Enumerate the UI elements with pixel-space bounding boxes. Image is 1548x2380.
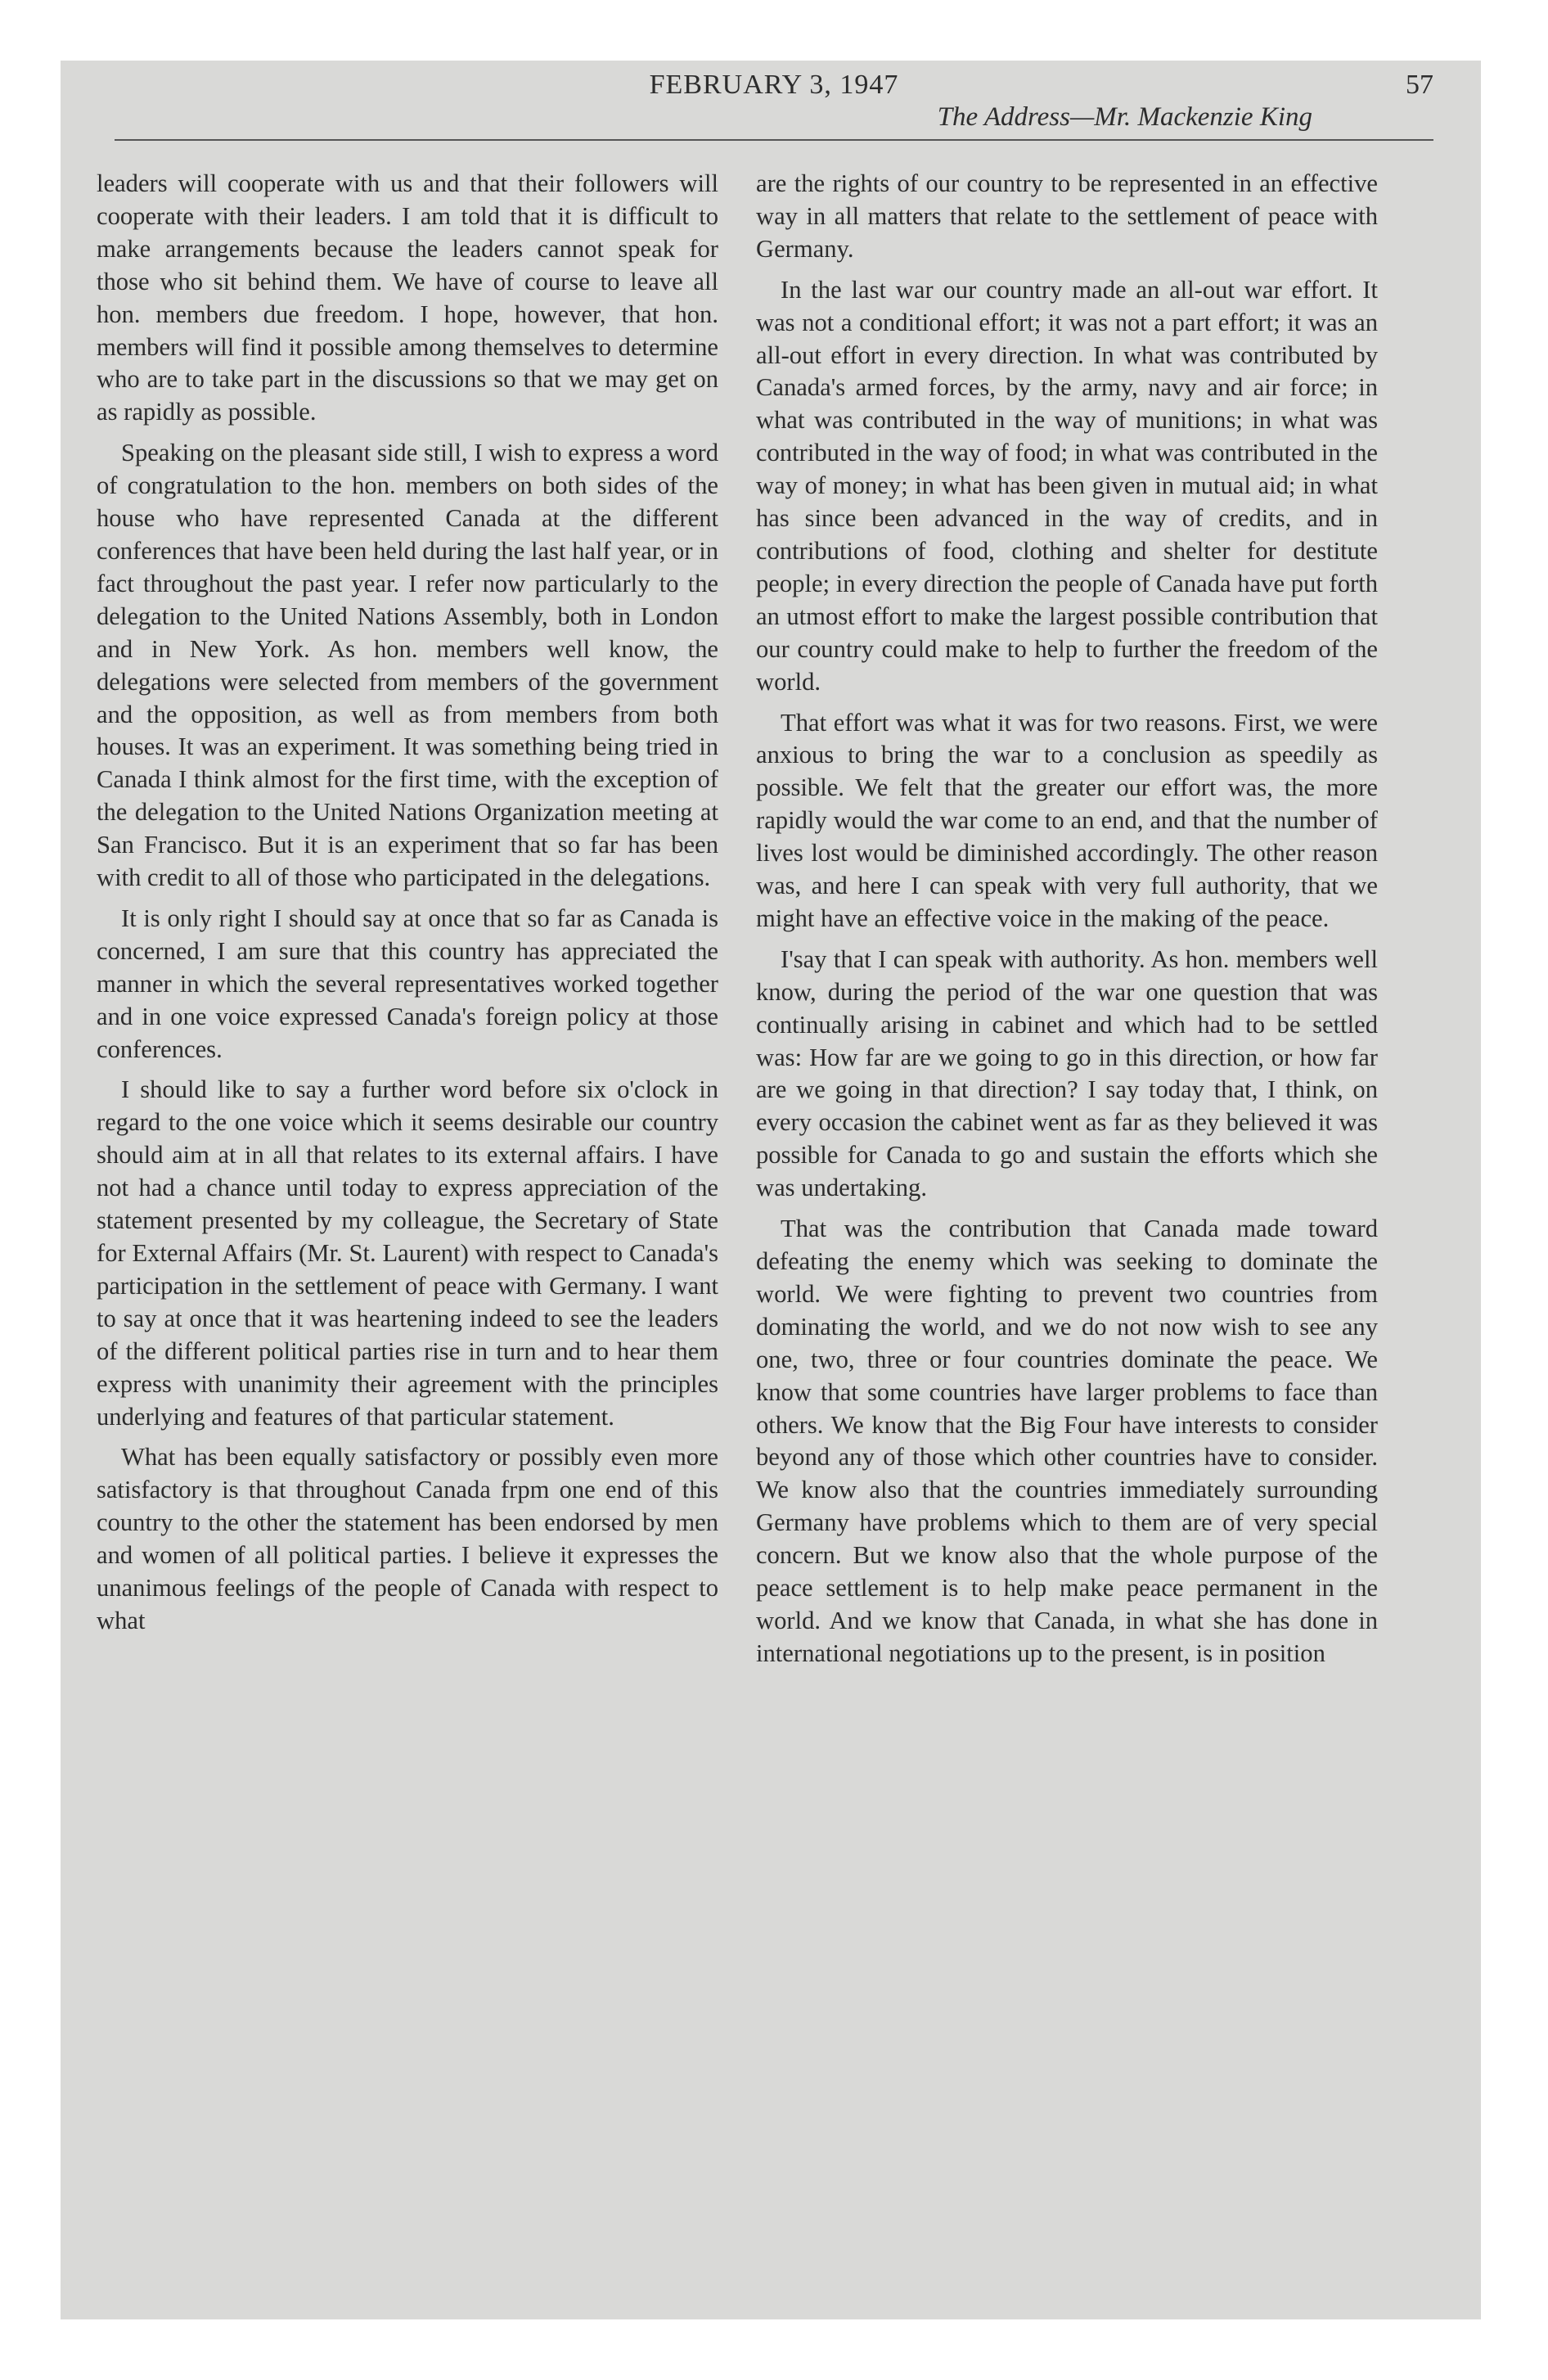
paragraph: That effort was what it was for two reasons. First, we were anxious to bring the war to a conclusion as speedily as possible. We felt that the greater our effort was, the more rapidly would the war come to an end, and that the number of lives lost would be diminished accordingly. The other reason was, and here I can speak with very full authority, that we might have an effective voice in the making of the peace. xyxy=(756,708,1378,932)
paragraph: are the rights of our country to be represented in an effective way in all matters that relate to the settlement of peace with Germany. xyxy=(756,169,1378,263)
running-title: The Address—Mr. Mackenzie King xyxy=(937,102,1312,132)
header-rule xyxy=(115,139,1433,141)
paragraph: I'say that I can speak with authority. As hon. members well know, during the period of the war one question that was continually arising in cabinet and which had to be settled was: How far are we going to go in this direction, or how far are we going in that direction? I say today that, I think, on every occasion the cabinet went as far as they believed it was possible for Canada to go and sustain the efforts which she was undertaking. xyxy=(756,944,1378,1202)
left-column xyxy=(97,168,718,1646)
paragraph: It is only right I should say at once that so far as Canada is concerned, I am sure that this country has appreciated the manner in which the several representatives worked together and in one voice expressed Canada's foreign policy at those conferences. xyxy=(97,904,718,1063)
paragraph: leaders will cooperate with us and that their followers will cooperate with their leaders. I am told that it is difficult to make arrangements because the leaders cannot speak for those who sit behind them. We have of course to leave all hon. members due freedom. I hope, however, that hon. members will find it possible among themselves to determine who are to take part in the discussions so that we may get on as rapidly as possible. xyxy=(97,169,718,426)
right-column xyxy=(756,168,1378,1679)
paragraph: I should like to say a further word before six o'clock in regard to the one voice which it seems desirable our country should aim at in all that relates to its external affairs. I have not had a chance until today to express appreciation of the statement presented by my colleague, the Secretary of State for External Affairs (Mr. St. Laurent) with respect to Canada's participation in the settlement of peace with Germany. I want to say at once that it was heartening indeed to see the leaders of the different political parties rise in turn and to hear them express with unanimity their agreement with the principles underlying and features of that particular statement. xyxy=(97,1075,718,1431)
paragraph: That was the contribution that Canada made toward defeating the enemy which was seeking to dominate the world. We were fighting to prevent two countries from dominating the world, and we do not now wish to see any one, two, three or four countries dominate the peace. We know that some countries have larger problems to face than others. We know that the Big Four have interests to consider beyond any of those which other countries have to consider. We know also that the countries immediately surrounding Germany have problems which to them are of very special concern. But we know also that the whole purpose of the peace settlement is to help make peace permanent in the world. And we know that Canada, in what she has done in international negotiations up to the present, is in position xyxy=(756,1215,1378,1667)
paragraph: In the last war our country made an all-out war effort. It was not a conditional effort; it was not a part effort; it was an all-out effort in every direction. In what was contributed by Canada's armed forces, by the army, navy and air force; in what was contributed in the way of munitions; in what was contributed in the way of food; in what was contributed in the way of money; in what has been given in mutual aid; in what has since been advanced in the way of credits, and in contributions of food, clothing and shelter for destitute people; in every direction the people of Canada have put forth an utmost effort to make the largest possible contribution that our country could make to help to further the freedom of the world. xyxy=(756,275,1378,696)
page-number: 57 xyxy=(1406,70,1433,100)
paragraph: What has been equally satisfactory or possibly even more satisfactory is that throughout Canada frpm one end of this country to the other the statement has been endorsed by men and women of all political parties. I believe it expresses the unanimous feelings of the people of Canada with respect to what xyxy=(97,1443,718,1634)
paragraph: Speaking on the pleasant side still, I wish to express a word of congratulation to the hon. members on both sides of the house who have represented Canada at the different conferences that have been held during the last half year, or in fact throughout the past year. I refer now particularly to the delegation to the United Nations Assembly, both in London and in New York. As hon. members well know, the delegations were selected from members of the government and the opposition, as well as from members from both houses. It was an experiment. It was something being tried in Canada I think almost for the first time, with the exception of the delegation to the United Nations Organization meeting at San Francisco. But it is an experiment that so far has been with credit to all of those who participated in the delegations. xyxy=(97,439,718,892)
page-header xyxy=(115,70,1433,135)
header-date: FEBRUARY 3, 1947 xyxy=(649,70,899,100)
